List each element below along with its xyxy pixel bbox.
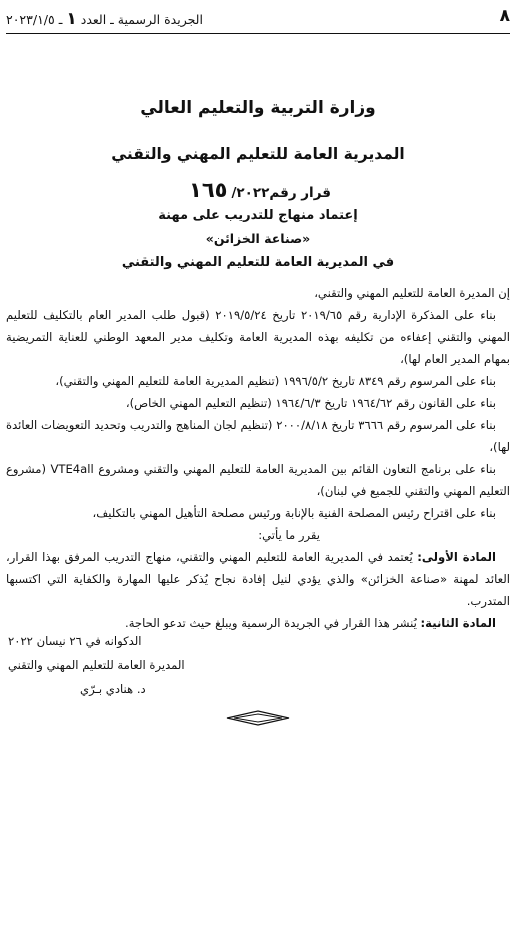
directorate-title: المديرية العامة للتعليم المهني والتقني xyxy=(111,145,405,163)
gazette-title: الجريدة الرسمية ـ العدد xyxy=(80,12,203,27)
decision-scope: في المديرية العامة للتعليم المهني والتقني xyxy=(121,255,395,270)
signature-name: د. هنادي بـرّي xyxy=(80,682,146,696)
article-2-text: يُنشر هذا القرار في الجريدة الرسمية ويبلغ حيث تدعو الحاجة. xyxy=(125,616,417,630)
profession-name: «صناعة الخزائن» xyxy=(205,231,311,246)
running-header xyxy=(6,6,510,30)
recital-1: بناء على المذكرة الإدارية رقم ٢٠١٩/٦٥ تاريخ ٢٠١٩/٥/٢٤ (قبول طلب المدير العام بالتكليف للتعليم المهني والتقني إعفاءه من تكليفه بهذه المديرية العامة وتكليف مدير المعهد الوطني للعناية التمريضية بمهام المدير العام لها)، xyxy=(6,308,510,366)
recital-5: بناء على برنامج التعاون القائم بين المديرية العامة للتعليم المهني والتقني ومشروع VTE4all (مشروع التعليم المهني والتقني للجميع في لبنان)، xyxy=(6,462,510,498)
signature-place-date: الدكوانه في ٢٦ نيسان ٢٠٢٢ xyxy=(8,634,142,648)
gazette-issue-line xyxy=(6,9,203,29)
decision-number: ١٦٥ xyxy=(189,178,228,202)
header-rule xyxy=(6,33,510,34)
intro-line: إن المديرة العامة للتعليم المهني والتقني، xyxy=(314,286,510,300)
page-number: ٨ xyxy=(499,6,510,26)
end-ornament xyxy=(226,710,290,726)
issue-date: ـ ٢٠٢٣/١/٥ xyxy=(6,12,63,27)
article-1-title: المادة الأولى: xyxy=(417,550,496,564)
recital-4: بناء على المرسوم رقم ٣٦٦٦ تاريخ ٢٠٠٠/٨/١٨ (تنظيم لجان المناهج والتدريب وتحديد التعويضات العائدة لها)، xyxy=(6,418,510,454)
decides-line: يقرر ما يأتي: xyxy=(258,528,320,542)
article-1-text: يُعتمد في المديرية العامة للتعليم المهني والتقني، منهاج التدريب المرفق بهذا القرار، العائد لمهنة «صناعة الخزائن» والذي يؤدي لنيل إفادة نجاح يُذكر عليها المهارة والكفاية التي اكتسبها المتدرب. xyxy=(6,550,510,608)
signature-role: المديرة العامة للتعليم المهني والتقني xyxy=(8,658,185,672)
article-2-title: المادة الثانية: xyxy=(420,616,496,630)
recital-2: بناء على المرسوم رقم ٨٣٤٩ تاريخ ١٩٩٦/٥/٢ (تنظيم المديرية العامة للتعليم المهني والتقني)، xyxy=(55,374,496,388)
decision-heading xyxy=(0,178,516,202)
recital-6: بناء على اقتراح رئيس المصلحة الفنية بالإنابة ورئيس مصلحة التأهيل المهني بالتكليف، xyxy=(92,506,496,520)
article-1 xyxy=(6,546,510,612)
issue-number: ١ xyxy=(66,9,77,29)
recital-3: بناء على القانون رقم ١٩٦٤/٦٢ تاريخ ١٩٦٤/٦/٣ (تنظيم التعليم المهني الخاص)، xyxy=(125,396,496,410)
ministry-title: وزارة التربية والتعليم العالي xyxy=(140,98,376,118)
article-2 xyxy=(6,612,510,634)
decision-year: /٢٠٢٢ xyxy=(231,185,270,201)
decision-prefix: قرار رقم xyxy=(269,185,331,201)
decision-subject: إعتماد منهاج للتدريب على مهنة xyxy=(158,208,358,223)
